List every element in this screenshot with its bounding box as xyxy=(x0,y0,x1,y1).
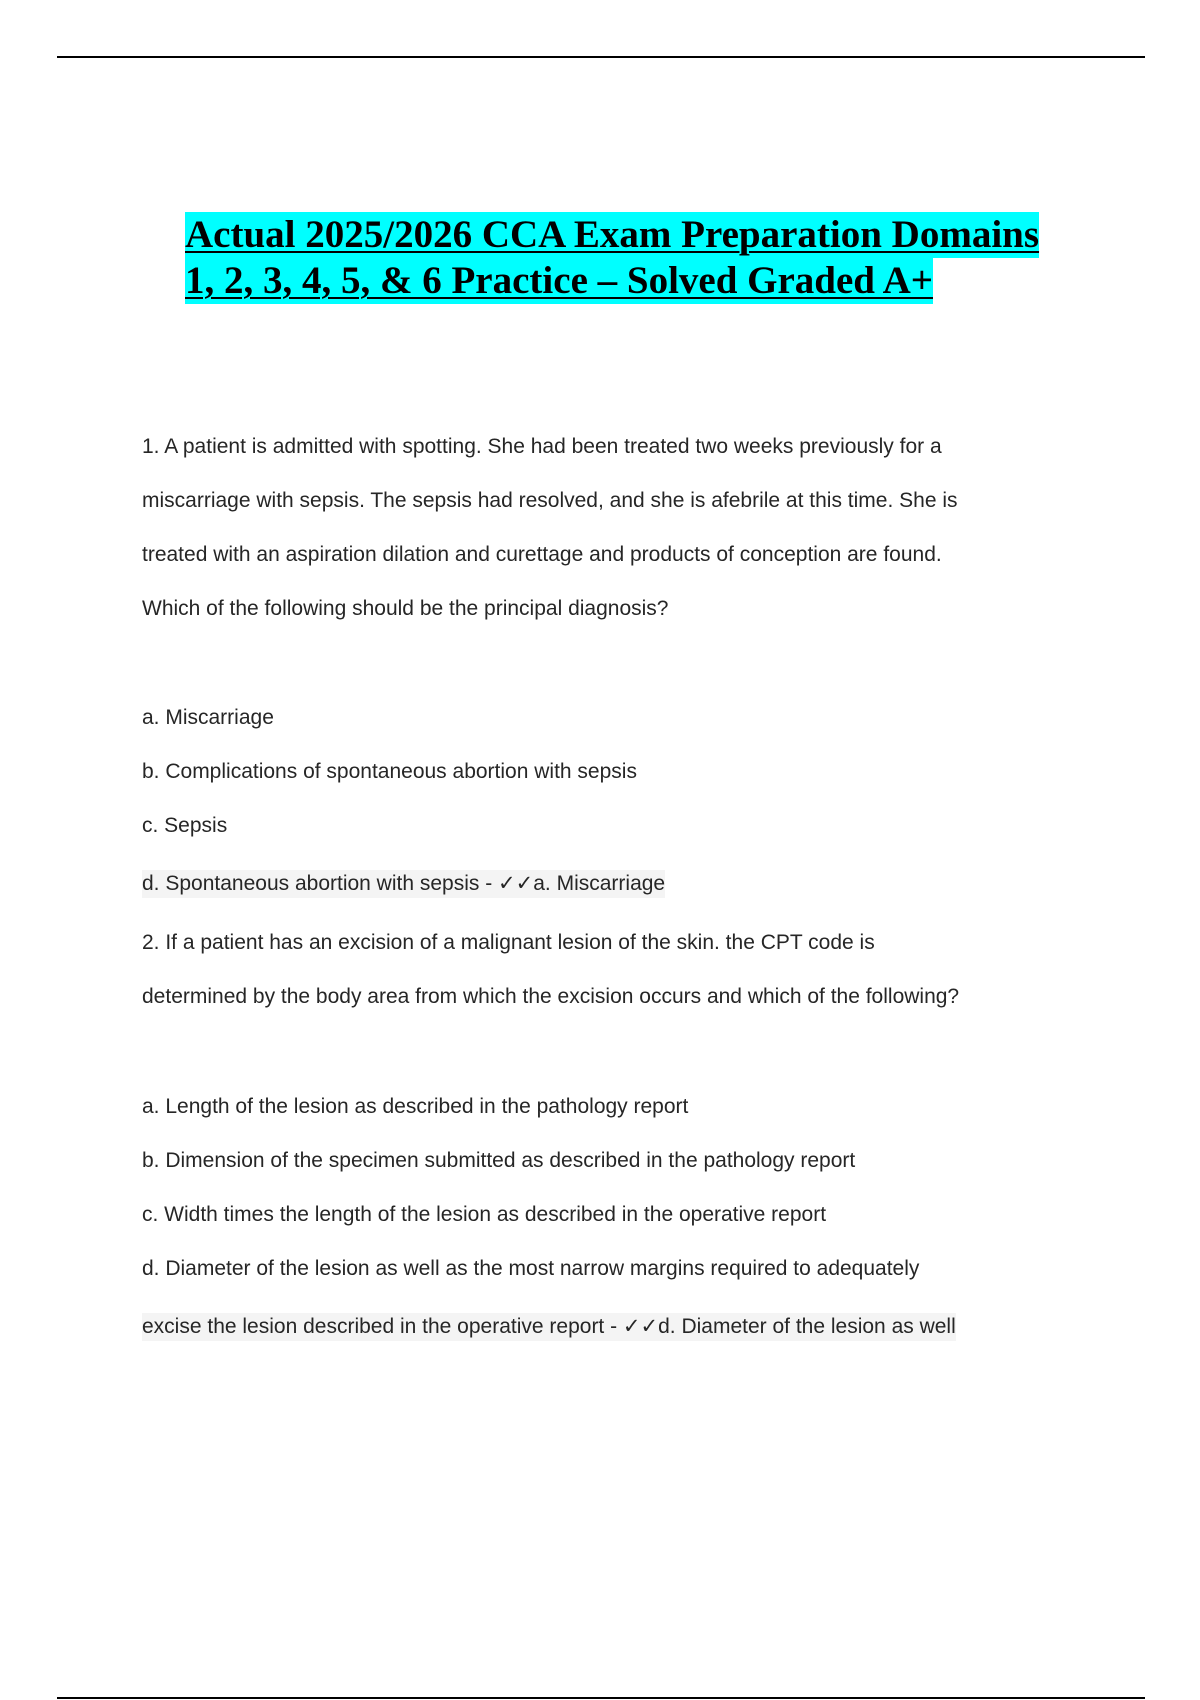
question-2-option-d-answer: excise the lesion described in the operative report - ✓✓d. Diameter of the lesion as well xyxy=(142,1313,956,1341)
question-1-option-a: a. Miscarriage xyxy=(142,706,274,729)
question-2-stem-line-1: 2. If a patient has an excision of a malignant lesion of the skin. the CPT code is xyxy=(142,931,875,954)
title-line-1: Actual 2025/2026 CCA Exam Preparation Domains xyxy=(185,213,1040,256)
question-1-stem-line-1: 1. A patient is admitted with spotting. She had been treated two weeks previously for a xyxy=(142,435,942,458)
question-1-stem-line-3: treated with an aspiration dilation and curettage and products of conception are found. xyxy=(142,543,942,566)
top-rule xyxy=(57,56,1145,58)
question-2-option-a: a. Length of the lesion as described in the pathology report xyxy=(142,1095,689,1118)
question-1-stem-line-2: miscarriage with sepsis. The sepsis had resolved, and she is afebrile at this time. She is xyxy=(142,489,958,512)
question-1-option-d-answer: d. Spontaneous abortion with sepsis - ✓✓a. Miscarriage xyxy=(142,870,665,898)
question-2-option-c: c. Width times the length of the lesion as described in the operative report xyxy=(142,1203,827,1226)
question-1-option-c: c. Sepsis xyxy=(142,814,228,837)
question-1-option-b: b. Complications of spontaneous abortion with sepsis xyxy=(142,760,637,783)
question-2-stem-line-2: determined by the body area from which the excision occurs and which of the following? xyxy=(142,985,960,1008)
bottom-rule xyxy=(57,1697,1145,1699)
question-1-stem-line-4: Which of the following should be the principal diagnosis? xyxy=(142,597,669,620)
title-line-2: 1, 2, 3, 4, 5, & 6 Practice – Solved Graded A+ xyxy=(185,259,933,302)
question-2-option-b: b. Dimension of the specimen submitted as described in the pathology report xyxy=(142,1149,856,1172)
document-title xyxy=(185,212,1085,304)
question-2-option-d-line-1: d. Diameter of the lesion as well as the most narrow margins required to adequately xyxy=(142,1257,920,1280)
